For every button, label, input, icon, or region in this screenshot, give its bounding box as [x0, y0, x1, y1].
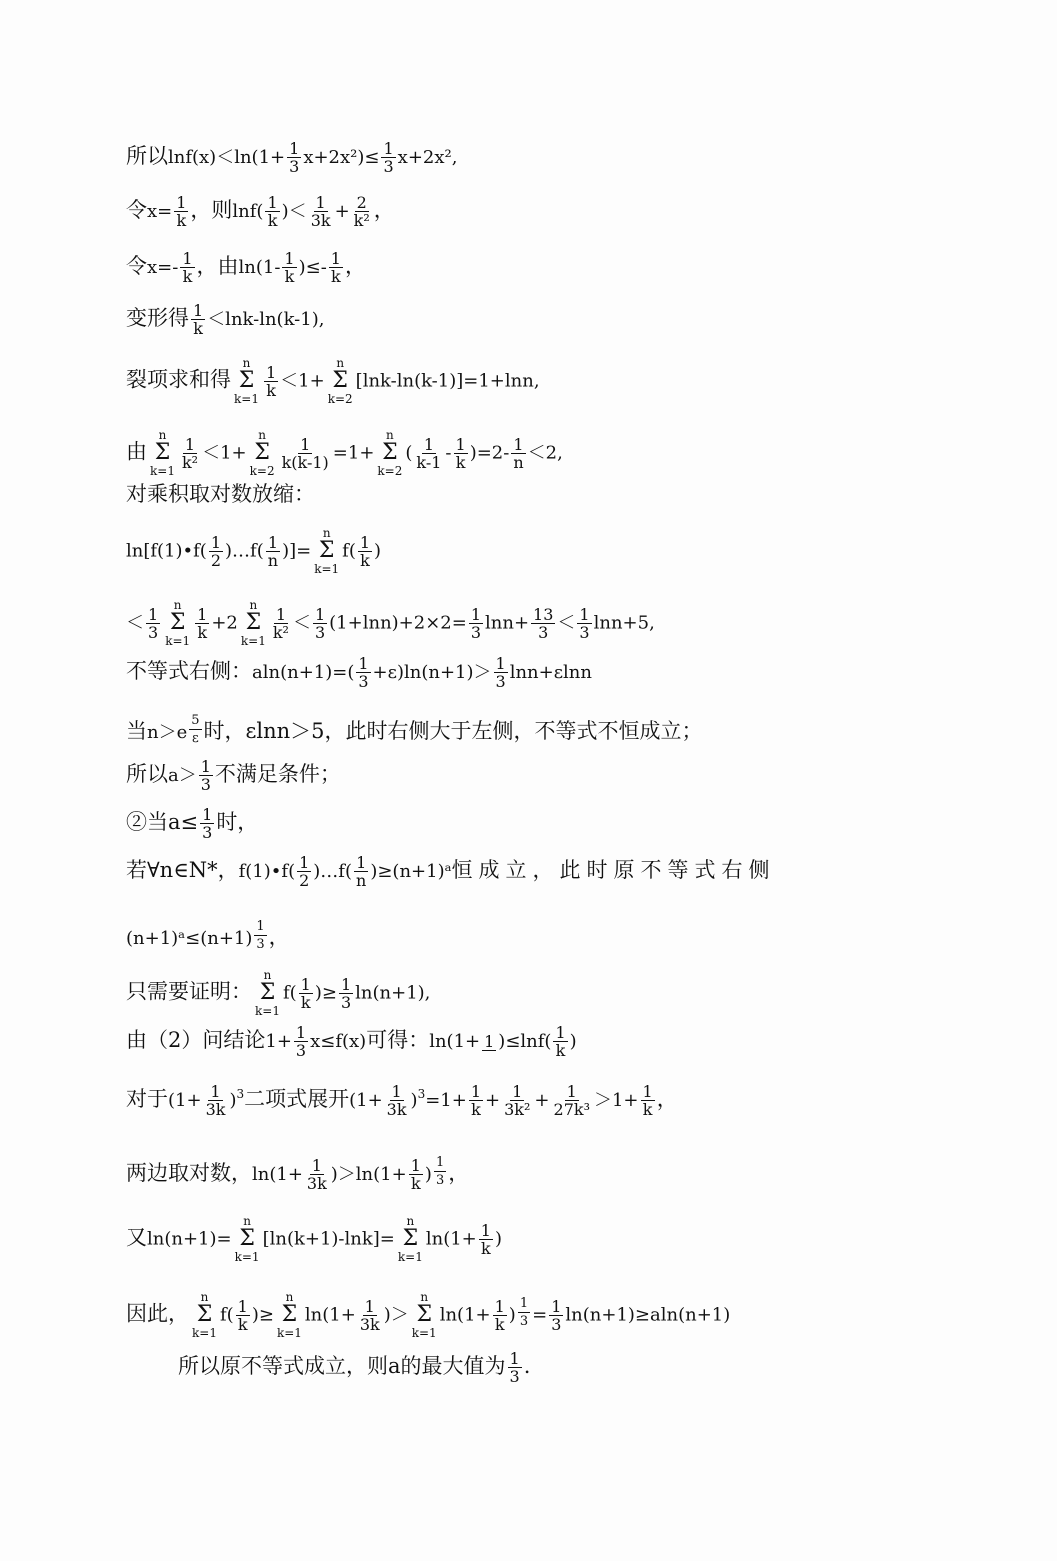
line-15: (n+1)ᵃ≤(n+1) $^{\frac{1}{3}}$ ， [126, 919, 290, 952]
line-1 [126, 140, 457, 175]
line-9: ＜ $\frac{1}{3}$ n Σ k=1 $\frac{1}{k}$ +2 n Σ k=1 $\frac{1}{\text{k²}}$ ＜ $\frac{1}{3}$ (1+lnn)+2×2= $\frac{1}{3}$ lnn+ $\frac{13}{3}$ ＜ $\frac{1}{3}$ lnn+5, [126, 598, 655, 648]
line-5: 裂项求和得 n Σ k=1 $\frac{1}{k}$ ＜1+ n Σ k=2 [lnk-ln(k-1)]=1+lnn, [126, 356, 540, 406]
line-16: 只需要证明： n Σ k=1 f( $\frac{1}{k}$ )≥ $\frac{1}{3}$ ln(n+1), [126, 968, 431, 1018]
fraction: $\frac{1}{3}$ [383, 139, 394, 176]
line-17: 由（2）问结论1+ $\frac{1}{3}$ x≤f(x)可得：ln(1+ 1 )≤lnf( $\frac{1}{k}$ ) [126, 1023, 577, 1060]
fraction: $\frac{1}{3}$ [289, 139, 300, 176]
line-18: 对于(1+ $\frac{1}{3k}$ )$^3$二项式展开(1+ $\frac{1}{3k}$ )$^3$=1+ $\frac{1}{k}$ + $\frac{1}{\text{3k²}}$ + $\frac{1}{\text{27k³}}$ ＞1+ $\frac{1}{k}$ ， [126, 1082, 678, 1119]
math: lnf(x)＜ln(1+ [168, 147, 286, 168]
line-21: 因此， n Σ k=1 f( $\frac{1}{k}$ )≥ n Σ k=1 ln(1+ $\frac{1}{3k}$ )＞ n Σ k=1 ln(1+ $\frac{1}{k}$ ) $^{\frac{1}{3}}$ = $\frac{1}{3}$ ln(n+1)≥aln(n+1) [126, 1290, 731, 1340]
line-19: 两边取对数，ln(1+ $\frac{1}{3k}$ )＞ln(1+ $\frac{1}{k}$ ) $^{\frac{1}{3}}$ ， [126, 1155, 470, 1193]
line-8: ln[f(1)•f( $\frac{1}{2}$ )…f( $\frac{1}{n}$ )]= n Σ k=1 f( $\frac{1}{k}$ ) [126, 526, 382, 576]
line-2: 令x= $\frac{1}{k}$ ，则lnf( $\frac{1}{k}$ )＜ $\frac{1}{3k}$ + $\frac{2}{\text{k²}}$ ， [126, 193, 395, 230]
line-22: 所以原不等式成立，则a的最大值为 $\frac{1}{3}$ . [178, 1349, 531, 1386]
sum-symbol: n Σ k=1 [234, 356, 259, 406]
line-6: 由 n Σ k=1 $\frac{1}{\text{k²}}$ ＜1+ n Σ k=2 $\frac{1}{k(k-1)}$ =1+ n Σ k=2 ( $\frac{1}{k-1}$ - $\frac{1}{k}$ )=2- $\frac{1}{n}$ ＜2, [126, 428, 563, 478]
text: 所以 [126, 144, 168, 168]
line-20: 又ln(n+1)= n Σ k=1 [ln(k+1)-lnk]= n Σ k=1 ln(1+ $\frac{1}{k}$ ) [126, 1214, 502, 1264]
math: x+2x²)≤ [303, 147, 380, 168]
line-7: 对乘积取对数放缩： [126, 482, 315, 506]
line-11: 当n＞e $^{\frac{5}{\varepsilon}}$ 时，εlnn＞5，此时右侧大于左侧，不等式不恒成立； [126, 713, 703, 746]
line-3: 令x=- $\frac{1}{k}$ ，由ln(1- $\frac{1}{k}$ )≤- $\frac{1}{k}$ ， [126, 249, 366, 286]
line-4: 变形得 $\frac{1}{k}$ ＜lnk-ln(k-1), [126, 301, 325, 338]
line-10: 不等式右侧：aln(n+1)=( $\frac{1}{3}$ +ε)ln(n+1)＞ $\frac{1}{3}$ lnn+εlnn [126, 654, 592, 691]
line-14: 若∀n∈N*，f(1)•f( $\frac{1}{2}$ )…f( $\frac{1}{n}$ )≥(n+1)ᵃ恒成立，此时原不等式右侧 [126, 853, 776, 890]
line-13: ②当a≤ $\frac{1}{3}$ 时， [126, 805, 259, 842]
line-12: 所以a＞ $\frac{1}{3}$ 不满足条件； [126, 757, 341, 794]
math: x+2x², [397, 147, 458, 168]
